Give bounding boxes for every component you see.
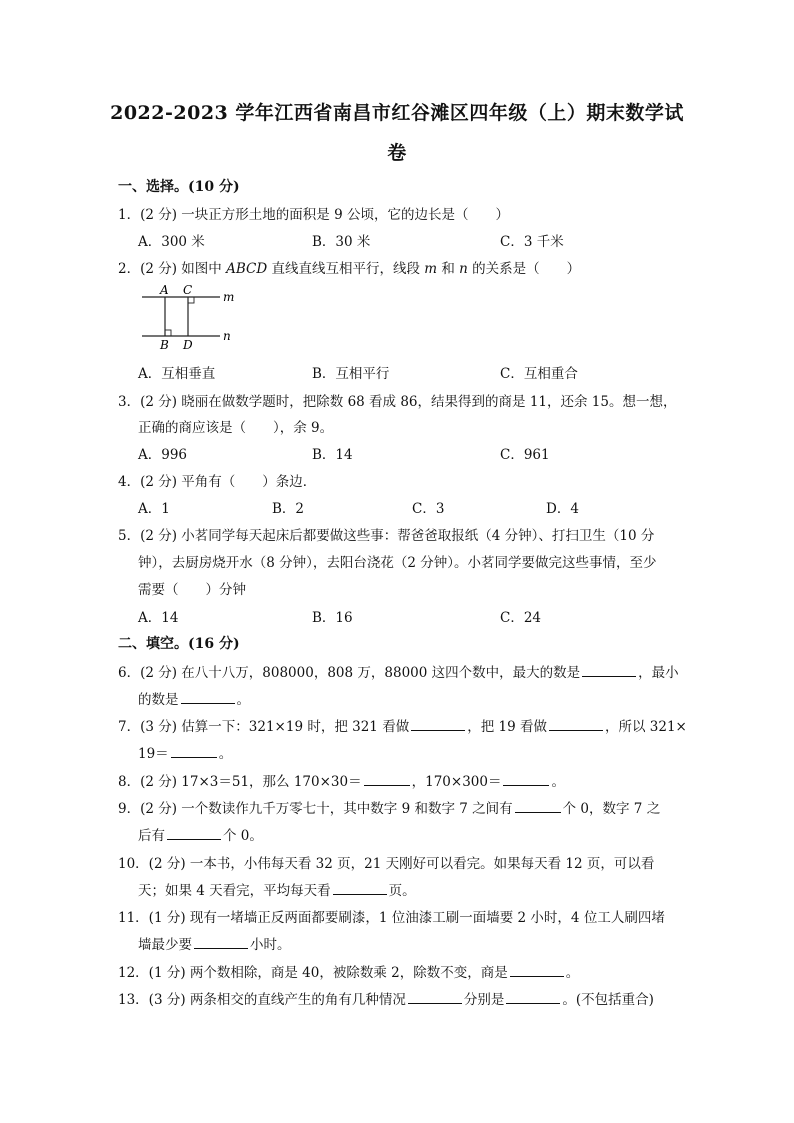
- page-title-line2: 卷: [387, 142, 407, 164]
- question-9-line1: [118, 797, 660, 817]
- question-3-line2: 正确的商应该是（ ），余 9。: [138, 420, 334, 436]
- q4-option-c: C．3: [412, 501, 445, 517]
- question-5-line2: 钟），去厨房烧开水（8 分钟），去阳台浇花（2 分钟）。小茗同学要做完这些事情，至少: [138, 555, 657, 571]
- answer-blank[interactable]: [506, 991, 560, 1004]
- question-7-line1: [118, 715, 687, 735]
- q5-option-c: C．24: [500, 610, 542, 626]
- question-9-line2: [138, 824, 263, 844]
- q5-option-b: B．16: [312, 610, 353, 626]
- q7-text-d: 19＝: [138, 746, 169, 762]
- answer-blank[interactable]: [171, 745, 217, 758]
- answer-blank[interactable]: [515, 800, 561, 813]
- label-a: A: [160, 283, 169, 297]
- q9-text-d: 个 0。: [223, 828, 263, 844]
- label-c: C: [183, 283, 193, 297]
- question-1: 1．(2 分) 一块正方形土地的面积是 9 公顷，它的边长是（ ）: [118, 207, 509, 223]
- answer-blank[interactable]: [181, 691, 235, 704]
- question-13: [118, 988, 654, 1008]
- label-d: D: [183, 338, 193, 352]
- q10-text-b: 页。: [388, 883, 416, 899]
- q4-option-a: A．1: [138, 501, 170, 517]
- q6-text-c: 的数是: [138, 692, 179, 708]
- q3-option-a: A．996: [138, 447, 188, 463]
- answer-blank[interactable]: [333, 882, 387, 895]
- answer-blank[interactable]: [411, 718, 465, 731]
- answer-blank[interactable]: [408, 991, 462, 1004]
- q2-text-mid2: 和: [437, 261, 460, 277]
- q2-option-c: C．互相重合: [500, 366, 578, 382]
- label-n: n: [223, 329, 231, 343]
- q2-option-a: A．互相垂直: [138, 366, 216, 382]
- right-angle-mark-c: [188, 297, 194, 303]
- page-title-line1: 2022-2023 学年江西省南昌市红谷滩区四年级（上）期末数学试: [110, 102, 684, 124]
- q4-option-d: D．4: [546, 501, 579, 517]
- q11-text-a: 墙最少要: [138, 937, 192, 953]
- question-2: [118, 257, 580, 277]
- q7-text-e: 。: [218, 746, 233, 762]
- q6-text-d: 。: [236, 692, 250, 708]
- label-m: m: [223, 290, 235, 304]
- q1-option-b: B．30 米: [312, 234, 371, 250]
- label-b: B: [160, 338, 169, 352]
- q2-text-post: 的关系是（ ）: [467, 261, 581, 277]
- question-10-line2: [138, 879, 416, 899]
- question-3-line1: 3．(2 分) 晓丽在做数学题时，把除数 68 看成 86，结果得到的商是 11，还余 15。想一想，: [118, 394, 677, 410]
- q13-text-b: 分别是: [463, 992, 505, 1008]
- q9-text-c: 后有: [138, 828, 165, 844]
- q12-text-a: 12．(1 分) 两个数相除，商是 40，被除数乘 2，除数不变，商是: [118, 965, 508, 981]
- question-5-line1: 5．(2 分) 小茗同学每天起床后都要做这些事：帮爸爸取报纸（4 分钟）、打扫卫生（10 分: [118, 528, 655, 544]
- q4-option-b: B．2: [272, 501, 305, 517]
- question-11-line2: [138, 933, 291, 953]
- question-6-line1: [118, 661, 679, 681]
- question-6-line2: [138, 688, 250, 708]
- q11-text-b: 小时。: [250, 937, 291, 953]
- q2-abcd: ABCD: [226, 261, 268, 277]
- question-8: [118, 770, 565, 790]
- q8-text-b: ，170×300＝: [411, 774, 502, 790]
- question-11-line1: 11．(1 分) 现有一堵墙正反两面都要刷漆，1 位油漆工刷一面墙要 2 小时，4 位工人刷四堵: [118, 910, 665, 926]
- q6-text-a: 6．(2 分) 在八十八万，808000，808 万，88000 这四个数中，最大的数是: [118, 665, 581, 681]
- parallel-lines-figure: [138, 283, 238, 353]
- answer-blank[interactable]: [364, 773, 410, 786]
- answer-blank[interactable]: [582, 664, 636, 677]
- q7-text-b: ，把 19 看做: [467, 719, 547, 735]
- answer-blank[interactable]: [194, 936, 248, 949]
- q9-text-a: 9．(2 分) 一个数读作九千万零七十，其中数字 9 和数字 7 之间有: [118, 801, 513, 817]
- question-7-line2: [138, 742, 232, 762]
- q2-n: n: [459, 261, 468, 277]
- q2-text-pre: 2．(2 分) 如图中: [118, 261, 227, 277]
- section-choice-heading: 一、选择。(10 分): [118, 179, 240, 195]
- question-4: 4．(2 分) 平角有（ ）条边．: [118, 474, 317, 490]
- q7-text-c: ，所以 321×: [604, 719, 687, 735]
- q8-text-c: 。: [551, 774, 565, 790]
- q1-option-c: C．3 千米: [500, 234, 564, 250]
- q1-option-a: A．300 米: [138, 234, 205, 250]
- answer-blank[interactable]: [549, 718, 603, 731]
- q3-option-c: C．961: [500, 447, 550, 463]
- answer-blank[interactable]: [167, 827, 221, 840]
- question-12: [118, 961, 579, 981]
- answer-blank[interactable]: [510, 964, 564, 977]
- q10-text-a: 天；如果 4 天看完，平均每天看: [138, 883, 331, 899]
- question-10-line1: 10．(2 分) 一本书，小伟每天看 32 页，21 天刚好可以看完。如果每天看 12 页，可以看: [118, 856, 655, 872]
- q2-option-b: B．互相平行: [312, 366, 390, 382]
- q13-text-c: 。(不包括重合): [562, 992, 654, 1008]
- right-angle-mark-b: [165, 330, 171, 336]
- q7-text-a: 7．(3 分) 估算一下：321×19 时，把 321 看做: [118, 719, 410, 735]
- q2-text-mid1: 直线直线互相平行，线段: [267, 261, 425, 277]
- q6-text-b: ，最小: [638, 665, 679, 681]
- q2-m: m: [424, 261, 438, 277]
- q9-text-b: 个 0，数字 7 之: [562, 801, 661, 817]
- answer-blank[interactable]: [503, 773, 549, 786]
- q5-option-a: A．14: [138, 610, 179, 626]
- section-fill-heading: 二、填空。(16 分): [118, 636, 240, 652]
- q3-option-b: B．14: [312, 447, 353, 463]
- q8-text-a: 8．(2 分) 17×3＝51，那么 170×30＝: [118, 774, 362, 790]
- question-5-line3: 需要（ ）分钟: [138, 582, 246, 598]
- q12-text-b: 。: [565, 965, 580, 981]
- q13-text-a: 13．(3 分) 两条相交的直线产生的角有几种情况: [118, 992, 406, 1008]
